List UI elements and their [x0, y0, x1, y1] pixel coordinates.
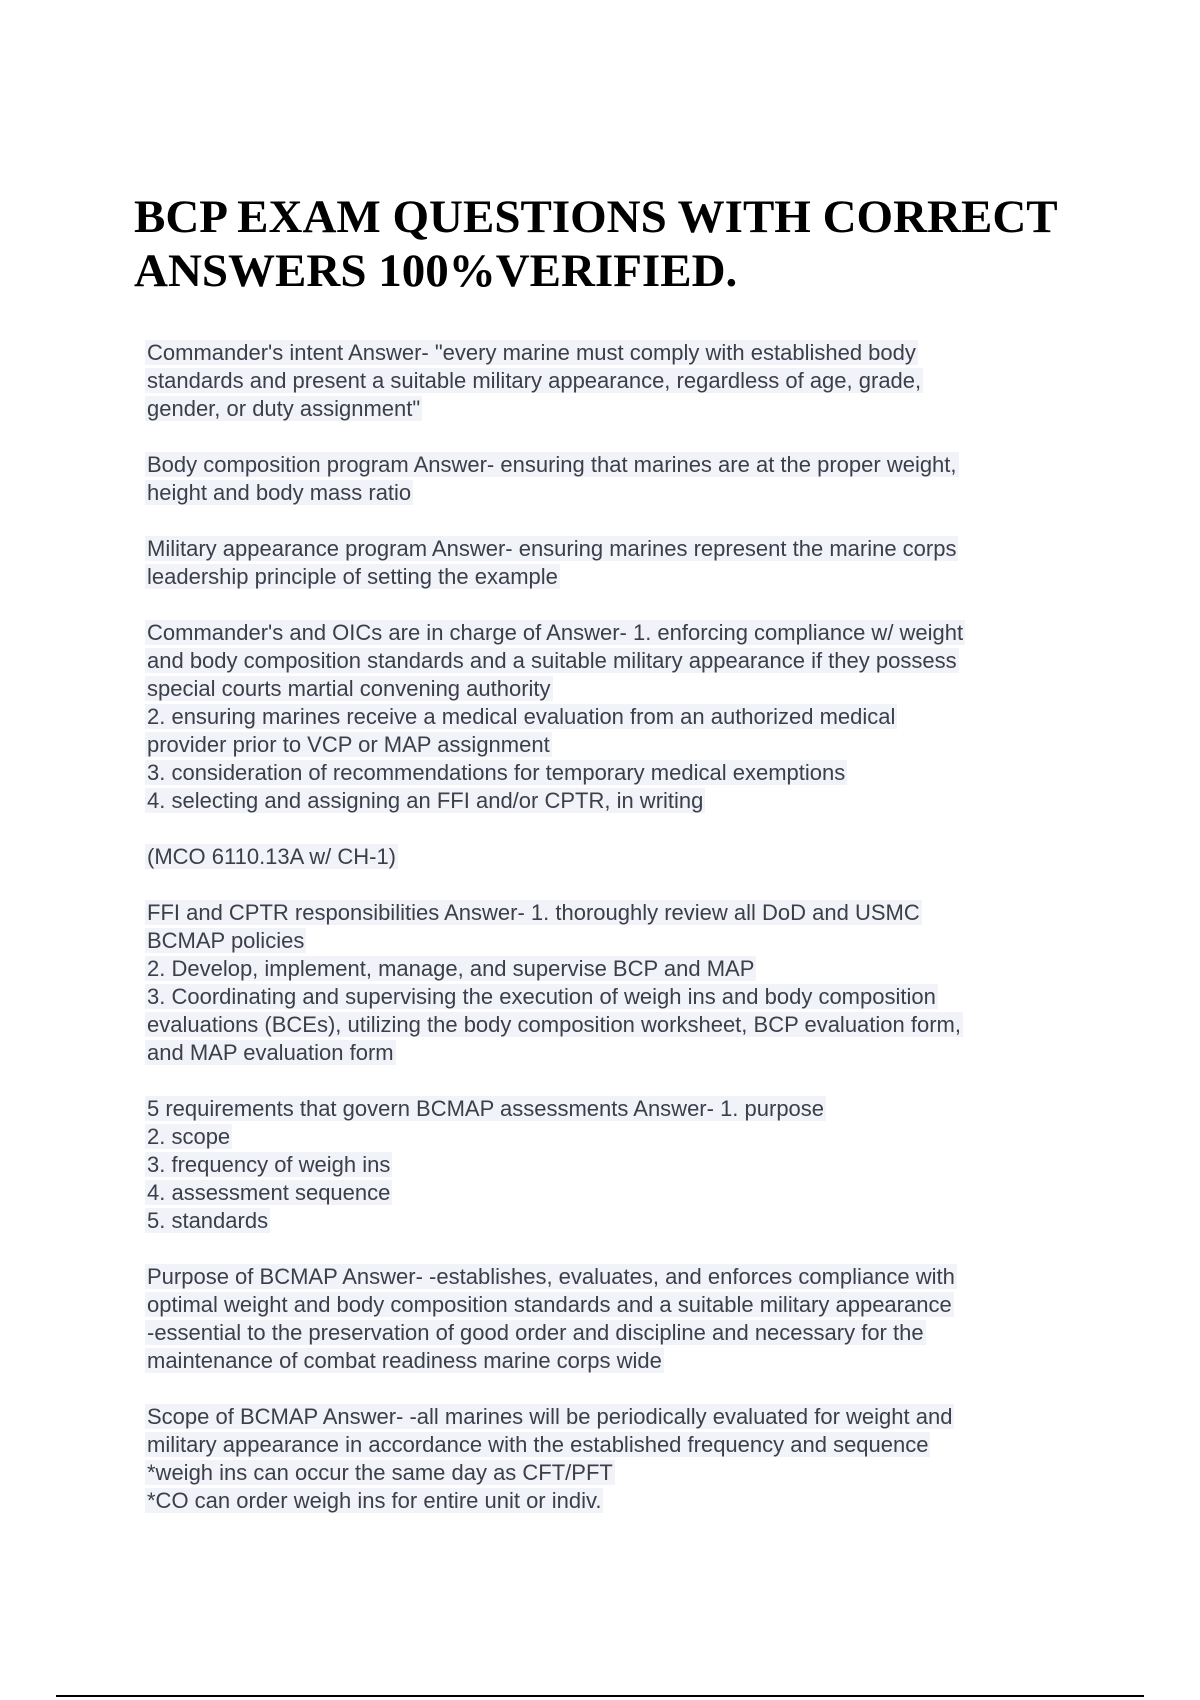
qa-line — [145, 339, 1075, 367]
qa-entry — [145, 1403, 1075, 1515]
title-line: BCP EXAM QUESTIONS WITH CORRECT — [134, 191, 1058, 243]
qa-line — [145, 1263, 1075, 1291]
qa-line-text: -essential to the preservation of good order and discipline and necessary for the — [147, 1320, 924, 1345]
qa-line-text: Commander's intent Answer- "every marine must comply with established body — [147, 340, 916, 365]
qa-line-text: 5 requirements that govern BCMAP assessments Answer- 1. purpose — [147, 1096, 825, 1121]
qa-line-text: 2. scope — [147, 1124, 231, 1149]
qa-line-text: FFI and CPTR responsibilities Answer- 1. thoroughly review all DoD and USMC — [147, 900, 920, 925]
qa-line — [145, 675, 1075, 703]
qa-line — [145, 1347, 1075, 1375]
qa-line — [145, 1095, 1075, 1123]
qa-line — [145, 1487, 1075, 1515]
qa-line — [145, 647, 1075, 675]
qa-line — [145, 1207, 1075, 1235]
qa-line-text: leadership principle of setting the example — [147, 564, 558, 589]
qa-line — [145, 1459, 1075, 1487]
qa-line-text: 3. frequency of weigh ins — [147, 1152, 391, 1177]
qa-line — [145, 927, 1075, 955]
qa-line — [145, 395, 1075, 423]
qa-line-text: special courts martial convening authority — [147, 676, 551, 701]
qa-line-text: 5. standards — [147, 1208, 269, 1233]
qa-line — [145, 1123, 1075, 1151]
qa-line — [145, 451, 1075, 479]
qa-line-text: and body composition standards and a suitable military appearance if they possess — [147, 648, 957, 673]
qa-entry — [145, 1095, 1075, 1235]
qa-line — [145, 1151, 1075, 1179]
footer-divider — [56, 1695, 1144, 1697]
qa-line-text: optimal weight and body composition standards and a suitable military appearance — [147, 1292, 952, 1317]
qa-entry — [145, 451, 1075, 507]
qa-line-text: 4. assessment sequence — [147, 1180, 391, 1205]
qa-line — [145, 535, 1075, 563]
qa-line — [145, 787, 1075, 815]
title-line: ANSWERS 100%VERIFIED. — [134, 245, 738, 297]
qa-line — [145, 955, 1075, 983]
qa-line — [145, 367, 1075, 395]
qa-line — [145, 1319, 1075, 1347]
qa-line-text: 3. consideration of recommendations for temporary medical exemptions — [147, 760, 846, 785]
qa-line — [145, 843, 1075, 871]
qa-line — [145, 983, 1075, 1011]
qa-line-text: *weigh ins can occur the same day as CFT/PFT — [147, 1460, 613, 1485]
qa-entry — [145, 535, 1075, 591]
qa-line — [145, 899, 1075, 927]
qa-line-text: 2. Develop, implement, manage, and supervise BCP and MAP — [147, 956, 755, 981]
qa-entry — [145, 619, 1075, 815]
qa-line — [145, 1431, 1075, 1459]
qa-line-text: BCMAP policies — [147, 928, 305, 953]
qa-entry — [145, 899, 1075, 1067]
document-title — [134, 190, 1114, 298]
qa-line-text: maintenance of combat readiness marine corps wide — [147, 1348, 662, 1373]
qa-line-text: *CO can order weigh ins for entire unit or indiv. — [147, 1488, 602, 1513]
qa-line — [145, 1291, 1075, 1319]
qa-line-text: and MAP evaluation form — [147, 1040, 394, 1065]
qa-line-text: gender, or duty assignment" — [147, 396, 421, 421]
qa-line-text: provider prior to VCP or MAP assignment — [147, 732, 550, 757]
qa-line — [145, 703, 1075, 731]
qa-line — [145, 731, 1075, 759]
qa-line-text: height and body mass ratio — [147, 480, 412, 505]
qa-line-text: 3. Coordinating and supervising the execution of weigh ins and body composition — [147, 984, 936, 1009]
qa-line-text: Purpose of BCMAP Answer- -establishes, evaluates, and enforces compliance with — [147, 1264, 955, 1289]
qa-line — [145, 1403, 1075, 1431]
qa-line-text: Body composition program Answer- ensuring that marines are at the proper weight, — [147, 452, 957, 477]
qa-line — [145, 619, 1075, 647]
qa-line-text: 4. selecting and assigning an FFI and/or CPTR, in writing — [147, 788, 704, 813]
qa-line-text: (MCO 6110.13A w/ CH-1) — [147, 844, 397, 869]
qa-entry — [145, 1263, 1075, 1375]
qa-line-text: standards and present a suitable military appearance, regardless of age, grade, — [147, 368, 922, 393]
qa-line — [145, 1039, 1075, 1067]
qa-line — [145, 479, 1075, 507]
qa-line-text: Commander's and OICs are in charge of Answer- 1. enforcing compliance w/ weight — [147, 620, 964, 645]
qa-line-text: Scope of BCMAP Answer- -all marines will be periodically evaluated for weight and — [147, 1404, 953, 1429]
qa-line-text: evaluations (BCEs), utilizing the body composition worksheet, BCP evaluation form, — [147, 1012, 961, 1037]
qa-line-text: Military appearance program Answer- ensuring marines represent the marine corps — [147, 536, 957, 561]
qa-line — [145, 759, 1075, 787]
qa-entry — [145, 339, 1075, 423]
qa-entry — [145, 843, 1075, 871]
qa-list — [145, 339, 1075, 1515]
qa-line — [145, 1011, 1075, 1039]
qa-line-text: 2. ensuring marines receive a medical evaluation from an authorized medical — [147, 704, 896, 729]
qa-line-text: military appearance in accordance with the established frequency and sequence — [147, 1432, 929, 1457]
qa-line — [145, 563, 1075, 591]
qa-line — [145, 1179, 1075, 1207]
